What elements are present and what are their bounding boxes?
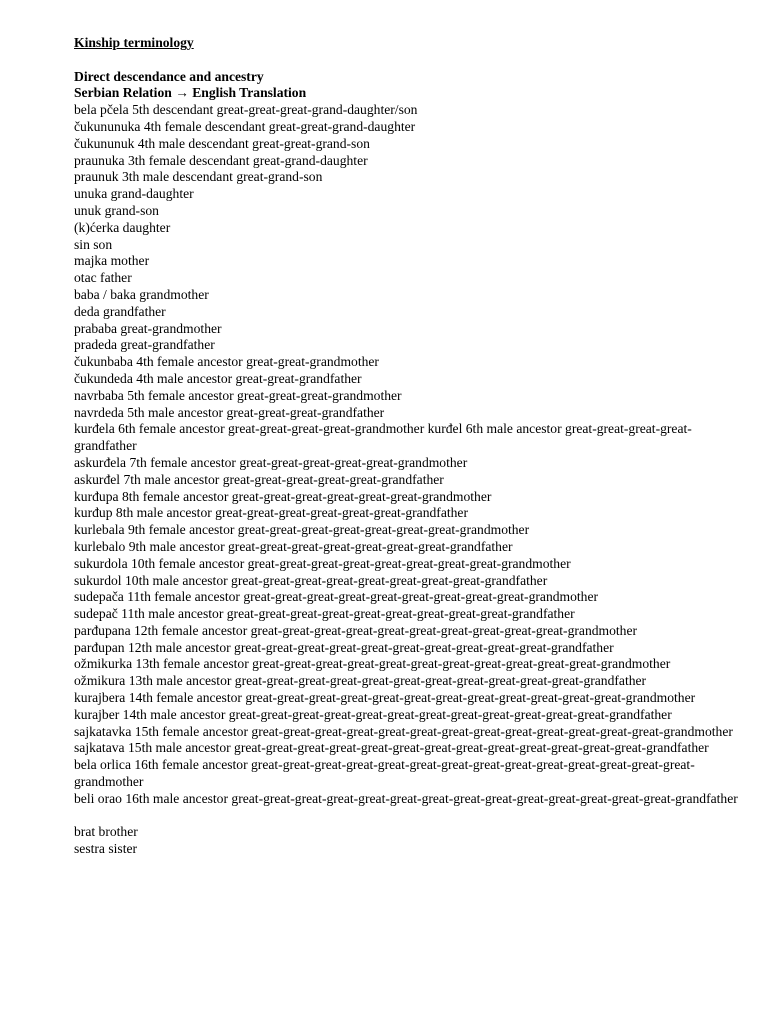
kinship-entry: sin son (74, 236, 113, 252)
kinship-entry: sukurdola 10th female ancestor great-great-great-great-great-great-great-great-grandmother (74, 555, 571, 571)
kinship-entry: kurđela 6th female ancestor great-great-great-great-grandmother kurđel 6th male ancestor great-great-great-great-grandfather (74, 421, 692, 454)
kinship-entry: sudepač 11th male ancestor great-great-great-great-great-great-great-great-great-grandfather (74, 606, 575, 622)
kinship-entry: kurajber 14th male ancestor great-great-great-great-great-great-great-great-great-great-great-great-grandfather (74, 706, 672, 722)
kinship-entry: unuk grand-son (74, 202, 159, 218)
kinship-entry: praunuk 3th male descendant great-grand-son (74, 169, 323, 185)
kinship-entries-list (74, 102, 738, 807)
kinship-entry: kurajbera 14th female ancestor great-great-great-great-great-great-great-great-great-great-great-great-grandmother (74, 690, 696, 706)
kinship-entry: čukunbaba 4th female ancestor great-great-grandmother (74, 354, 379, 370)
kinship-entry: parđupan 12th male ancestor great-great-great-great-great-great-great-great-great-great-grandfather (74, 639, 614, 655)
kinship-entry: (k)ćerka daughter (74, 219, 171, 235)
kinship-entry: unuka grand-daughter (74, 186, 194, 202)
kinship-entry: sudepača 11th female ancestor great-great-great-great-great-great-great-great-great-grandmother (74, 589, 599, 605)
kinship-entry: sajkatava 15th male ancestor great-great-great-great-great-great-great-great-great-great-great-great-great-grandfather (74, 740, 709, 756)
kinship-entry: deda grandfather (74, 303, 166, 319)
kinship-entry: beli orao 16th male ancestor great-great-great-great-great-great-great-great-great-great-great-great-great-great-grandfather (74, 790, 738, 806)
kinship-entry: navrbaba 5th female ancestor great-great-great-grandmother (74, 387, 402, 403)
kinship-entry: praunuka 3th female descendant great-grand-daughter (74, 152, 368, 168)
kinship-entry: ožmikura 13th male ancestor great-great-great-great-great-great-great-great-great-great-great-grandfather (74, 673, 647, 689)
spacer (74, 808, 738, 825)
kinship-entry: čukununuk 4th male descendant great-great-grand-son (74, 135, 370, 151)
sibling-entry: sestra sister (74, 841, 138, 857)
kinship-entry: ožmikurka 13th female ancestor great-great-great-great-great-great-great-great-great-great-great-grandmother (74, 656, 671, 672)
kinship-entry: parđupana 12th female ancestor great-great-great-great-great-great-great-great-great-great-grandmother (74, 622, 638, 638)
kinship-entry: sukurdol 10th male ancestor great-great-great-great-great-great-great-great-grandfather (74, 572, 548, 588)
kinship-entry: čukununuka 4th female descendant great-great-grand-daughter (74, 118, 416, 134)
kinship-entry: askurđela 7th female ancestor great-great-great-great-great-grandmother (74, 454, 468, 470)
kinship-entry: bela pčela 5th descendant great-great-great-grand-daughter/son (74, 102, 418, 118)
kinship-entry: prababa great-grandmother (74, 320, 222, 336)
kinship-entry: sajkatavka 15th female ancestor great-great-great-great-great-great-great-great-great-great-great-great-great-grandmother (74, 723, 733, 739)
kinship-entry: pradeda great-grandfather (74, 337, 215, 353)
sibling-entries-list (74, 824, 738, 858)
kinship-entry: kurlebalo 9th male ancestor great-great-great-great-great-great-great-grandfather (74, 538, 513, 554)
kinship-entry: navrdeda 5th male ancestor great-great-great-grandfather (74, 404, 385, 420)
kinship-entry: majka mother (74, 253, 150, 269)
document-page (74, 35, 738, 858)
column-heading: Serbian Relation → English Translation (74, 85, 307, 101)
kinship-entry: otac father (74, 270, 132, 286)
kinship-entry: kurđupa 8th female ancestor great-great-great-great-great-great-grandmother (74, 488, 492, 504)
section-heading: Direct descendance and ancestry (74, 68, 264, 84)
sibling-entry: brat brother (74, 824, 138, 840)
document-title: Kinship terminology (74, 35, 194, 50)
kinship-entry: čukundeda 4th male ancestor great-great-grandfather (74, 370, 362, 386)
kinship-entry: kurlebala 9th female ancestor great-great-great-great-great-great-great-grandmother (74, 522, 530, 538)
kinship-entry: askurđel 7th male ancestor great-great-great-great-great-grandfather (74, 471, 444, 487)
kinship-entry: kurđup 8th male ancestor great-great-great-great-great-great-grandfather (74, 505, 468, 521)
spacer (74, 52, 738, 69)
kinship-entry: baba / baka grandmother (74, 286, 209, 302)
kinship-entry: bela orlica 16th female ancestor great-great-great-great-great-great-great-great-great-great-great-great-great-great-grandmother (74, 757, 695, 790)
